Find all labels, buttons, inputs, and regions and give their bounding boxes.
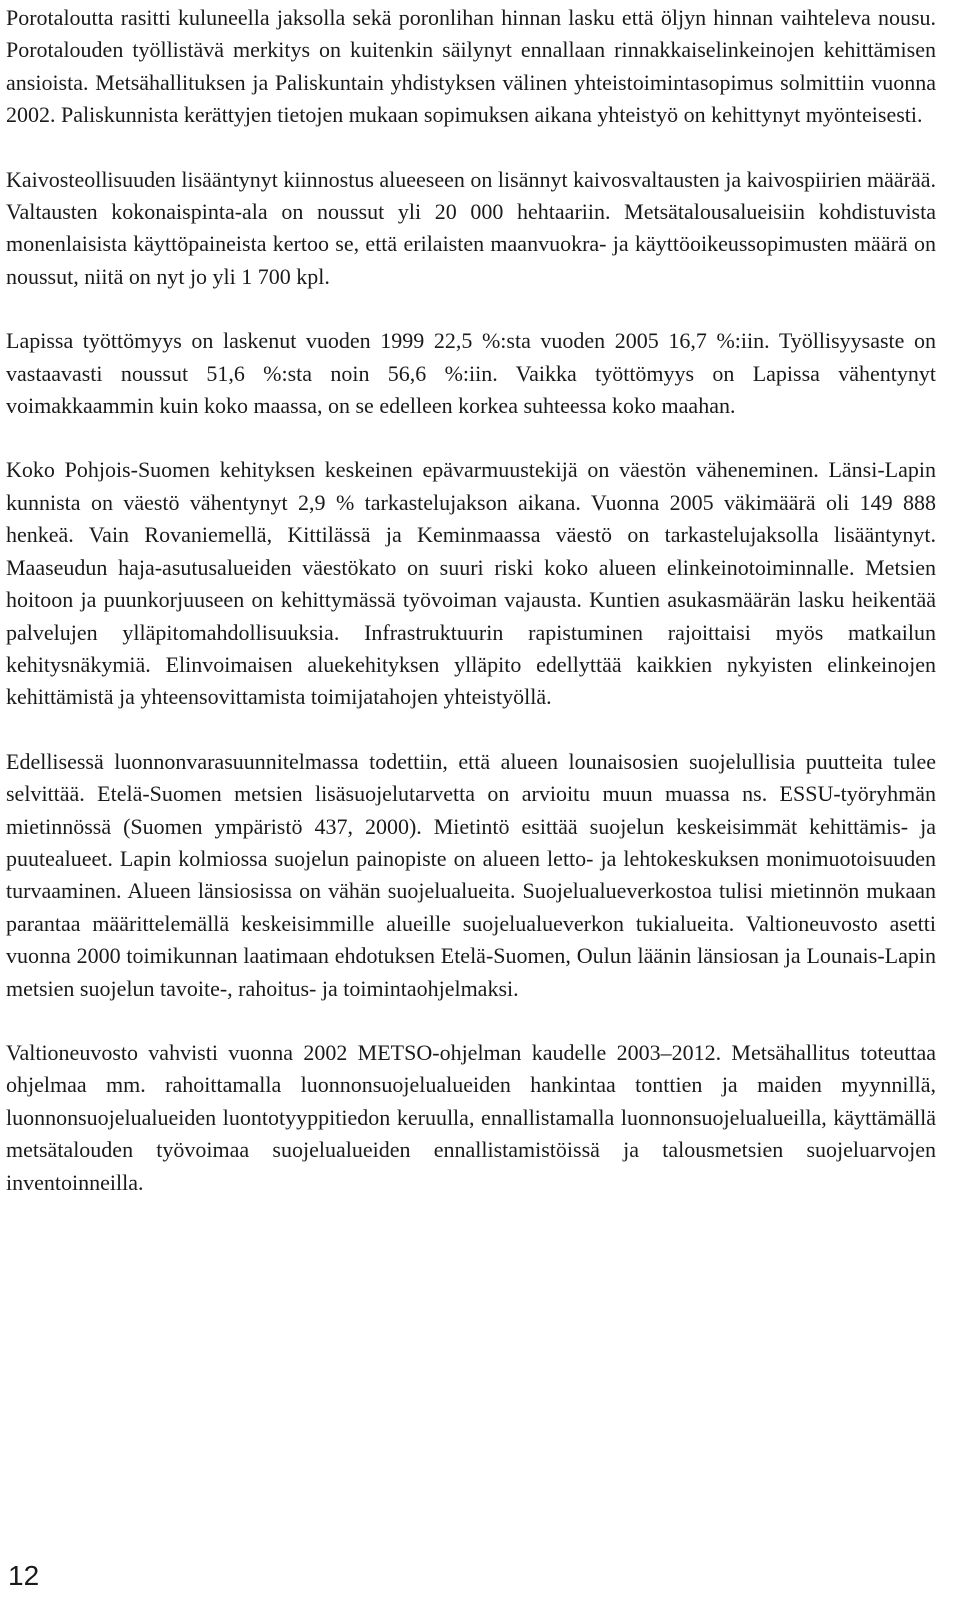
paragraph-unemployment: Lapissa työttömyys on laskenut vuoden 1999 22,5 %:sta vuoden 2005 16,7 %:iin. Työllisyysaste on vastaavasti noussut 51,6 %:sta noin 56,6 %:iin. Vaikka työttömyys on Lapissa vähentynyt voimakkaammin kuin koko maassa, on se edelleen korkea suhteessa koko maahan. (6, 328, 936, 419)
paragraph-conservation: Edellisessä luonnonvarasuunnitelmassa todettiin, että alueen lounaisosien suojelullisia puutteita tulee selvittää. Etelä-Suomen metsien lisäsuojelutarvetta on arvioitu muun muassa ns. ESSU-työryhmän mietinnössä (Suomen ympäristö 437, 2000). Mietintö esittää suojelun keskeisimmät kehittämis- ja puutealueet. Lapin kolmiossa suojelun painopiste on alueen letto- ja lehtokeskuksen monimuotoisuuden turvaaminen. Alueen länsiosissa on vähän suojelualueita. Suojelualueverkostoa tulisi mietinnön mukaan parantaa määrittelemällä keskeisimmille alueille suojelualueverkon tukialueita. Valtioneuvosto asetti vuonna 2000 toimikunnan laatimaan ehdotuksen Etelä-Suomen, Oulun läänin länsiosan ja Lounais-Lapin metsien suojelun tavoite-, rahoitus- ja toimintaohjelmaksi. (6, 748, 936, 1001)
paragraph-metso-programme: Valtioneuvosto vahvisti vuonna 2002 METSO-ohjelman kaudelle 2003–2012. Metsähallitus toteuttaa ohjelmaa mm. rahoittamalla luonnonsuojelualueiden hankintaa tonttien ja maiden myynnillä, luonnonsuojelualueiden luontotyyppitiedon keruulla, ennallistamalla luonnonsuojelualueilla, käyttämällä metsätalouden työvoimaa suojelualueiden ennallistamistöissä ja talousmetsien suojeluarvojen inventoinneilla. (6, 1039, 936, 1195)
page-number: 12 (8, 1560, 40, 1591)
paragraph-reindeer-husbandry: Porotaloutta rasitti kuluneella jaksolla sekä poronlihan hinnan lasku että öljyn hinnan vaihteleva nousu. Porotalouden työllistävä merkitys on kuitenkin säilynyt ennallaan rinnakkaiselinkeinojen kehittämisen ansioista. Metsähallituksen ja Paliskuntain yhdistyksen välinen yhteistoimintasopimus solmittiin vuonna 2002. Paliskunnista kerättyjen tietojen mukaan sopimuksen aikana yhteistyö on kehittynyt myönteisesti. (6, 5, 936, 128)
document-body (6, 2, 936, 1231)
paragraph-mining: Kaivosteollisuuden lisääntynyt kiinnostus alueeseen on lisännyt kaivosvaltausten ja kaivospiirien määrää. Valtausten kokonaispinta-ala on noussut yli 20 000 hehtaariin. Metsätalousalueisiin kohdistuvista monenlaisista käyttöpaineista kertoo se, että erilaisten maanvuokra- ja käyttöoikeussopimusten määrä on noussut, niitä on nyt jo yli 1 700 kpl. (6, 166, 936, 289)
paragraph-population: Koko Pohjois-Suomen kehityksen keskeinen epävarmuustekijä on väestön väheneminen. Länsi-Lapin kunnista on väestö vähentynyt 2,9 % tarkastelujakson aikana. Vuonna 2005 väkimäärä oli 149 888 henkeä. Vain Rovaniemellä, Kittilässä ja Keminmaassa väestö on tarkastelujaksolla lisääntynyt. Maaseudun haja-asutusalueiden väestökato on suuri riski koko alueen elinkeinotoiminnalle. Metsien hoitoon ja puunkorjuuseen on kehittymässä työvoiman vajausta. Kuntien asukasmäärän lasku heikentää palvelujen ylläpitomahdollisuuksia. Infrastruktuurin rapistuminen rajoittaisi myös matkailun kehitysnäkymiä. Elinvoimaisen aluekehityksen ylläpito edellyttää kaikkien nykyisten elinkeinojen kehittämistä ja yhteensovittamista toimijatahojen yhteistyöllä. (6, 457, 936, 710)
